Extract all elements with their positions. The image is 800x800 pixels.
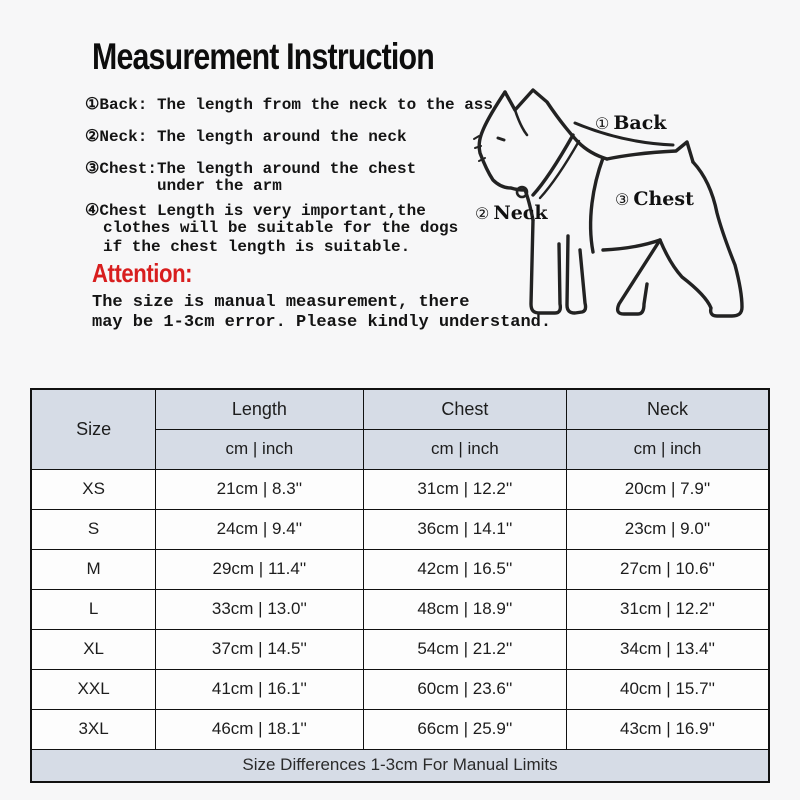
attention-heading: Attention: bbox=[92, 258, 193, 288]
diagram-label-back-text: Back bbox=[613, 112, 667, 134]
instruction-line-back: ①Back: The length from the neck to the ass bbox=[85, 96, 494, 114]
instruction-line-neck: ②Neck: The length around the neck bbox=[85, 128, 407, 146]
dog-rear-leg-inner bbox=[618, 240, 660, 314]
column-header-chest: Chest bbox=[363, 389, 566, 429]
dog-front-leg bbox=[531, 220, 560, 313]
size-cell: XXL bbox=[31, 669, 156, 709]
neck-cell: 23cm | 9.0'' bbox=[567, 509, 769, 549]
diagram-label-chest-text: Chest bbox=[633, 188, 694, 210]
dog-belly bbox=[603, 240, 660, 250]
instruction-line-chest-length: ④Chest Length is very important,the bbox=[85, 202, 426, 220]
neck-cell: 31cm | 12.2'' bbox=[567, 589, 769, 629]
length-cell: 41cm | 16.1'' bbox=[156, 669, 363, 709]
length-cell: 24cm | 9.4'' bbox=[156, 509, 363, 549]
diagram-label-neck bbox=[475, 202, 548, 224]
page-title: Measurement Instruction bbox=[92, 36, 434, 77]
table-row-l bbox=[31, 589, 769, 629]
dog-cheek-line bbox=[515, 110, 527, 135]
unit-header-length: cm | inch bbox=[156, 429, 363, 469]
size-cell: S bbox=[31, 509, 156, 549]
dog-front-leg-inner bbox=[567, 236, 586, 313]
unit-header-chest: cm | inch bbox=[363, 429, 566, 469]
chest-cell: 36cm | 14.1'' bbox=[363, 509, 566, 549]
chest-cell: 60cm | 23.6'' bbox=[363, 669, 566, 709]
dog-back-tail bbox=[607, 142, 693, 162]
neck-cell: 20cm | 7.9'' bbox=[567, 469, 769, 509]
table-footer-note: Size Differences 1-3cm For Manual Limits bbox=[31, 749, 769, 782]
dog-rear-leg bbox=[660, 162, 742, 316]
chest-cell: 42cm | 16.5'' bbox=[363, 549, 566, 589]
instruction-line-chest-cont: under the arm bbox=[157, 177, 282, 195]
column-header-size: Size bbox=[31, 389, 156, 469]
column-header-length: Length bbox=[156, 389, 363, 429]
length-cell: 37cm | 14.5'' bbox=[156, 629, 363, 669]
dog-collar bbox=[533, 135, 573, 195]
dog-chest-girth-line bbox=[591, 158, 603, 252]
table-row-m bbox=[31, 549, 769, 589]
length-cell: 46cm | 18.1'' bbox=[156, 709, 363, 749]
size-cell: XL bbox=[31, 629, 156, 669]
size-cell: M bbox=[31, 549, 156, 589]
length-cell: 29cm | 11.4'' bbox=[156, 549, 363, 589]
table-row-xs bbox=[31, 469, 769, 509]
neck-cell: 43cm | 16.9'' bbox=[567, 709, 769, 749]
instruction-line-chest-length-cont1: clothes will be suitable for the dogs bbox=[103, 219, 459, 237]
diagram-label-neck-text: Neck bbox=[493, 202, 548, 224]
neck-cell: 40cm | 15.7'' bbox=[567, 669, 769, 709]
dog-measurement-diagram bbox=[455, 80, 800, 335]
chest-cell: 66cm | 25.9'' bbox=[363, 709, 566, 749]
size-cell: 3XL bbox=[31, 709, 156, 749]
length-cell: 33cm | 13.0'' bbox=[156, 589, 363, 629]
chest-cell: 48cm | 18.9'' bbox=[363, 589, 566, 629]
table-footer-row bbox=[31, 749, 769, 782]
neck-cell: 27cm | 10.6'' bbox=[567, 549, 769, 589]
size-cell: L bbox=[31, 589, 156, 629]
dog-collar-inner bbox=[540, 141, 579, 198]
circled-2-icon: ② bbox=[475, 204, 490, 223]
dog-face bbox=[479, 92, 533, 220]
attention-text-line2: may be 1-3cm error. Please kindly understand. bbox=[92, 313, 552, 332]
circled-1-icon: ① bbox=[595, 114, 610, 133]
circled-3-icon: ③ bbox=[615, 190, 630, 209]
neck-cell: 34cm | 13.4'' bbox=[567, 629, 769, 669]
table-row-3xl bbox=[31, 709, 769, 749]
attention-text-line1: The size is manual measurement, there bbox=[92, 293, 470, 312]
size-table bbox=[30, 388, 770, 783]
unit-header-neck: cm | inch bbox=[567, 429, 769, 469]
table-row-xl bbox=[31, 629, 769, 669]
chest-cell: 31cm | 12.2'' bbox=[363, 469, 566, 509]
table-row-xxl bbox=[31, 669, 769, 709]
length-cell: 21cm | 8.3'' bbox=[156, 469, 363, 509]
table-row-s bbox=[31, 509, 769, 549]
chest-cell: 54cm | 21.2'' bbox=[363, 629, 566, 669]
instruction-line-chest: ③Chest:The length around the chest bbox=[85, 160, 417, 178]
diagram-label-back bbox=[595, 112, 666, 134]
size-cell: XS bbox=[31, 469, 156, 509]
diagram-label-chest bbox=[615, 188, 694, 210]
column-header-neck: Neck bbox=[567, 389, 769, 429]
dog-eye bbox=[498, 138, 504, 140]
instruction-line-chest-length-cont2: if the chest length is suitable. bbox=[103, 238, 411, 256]
